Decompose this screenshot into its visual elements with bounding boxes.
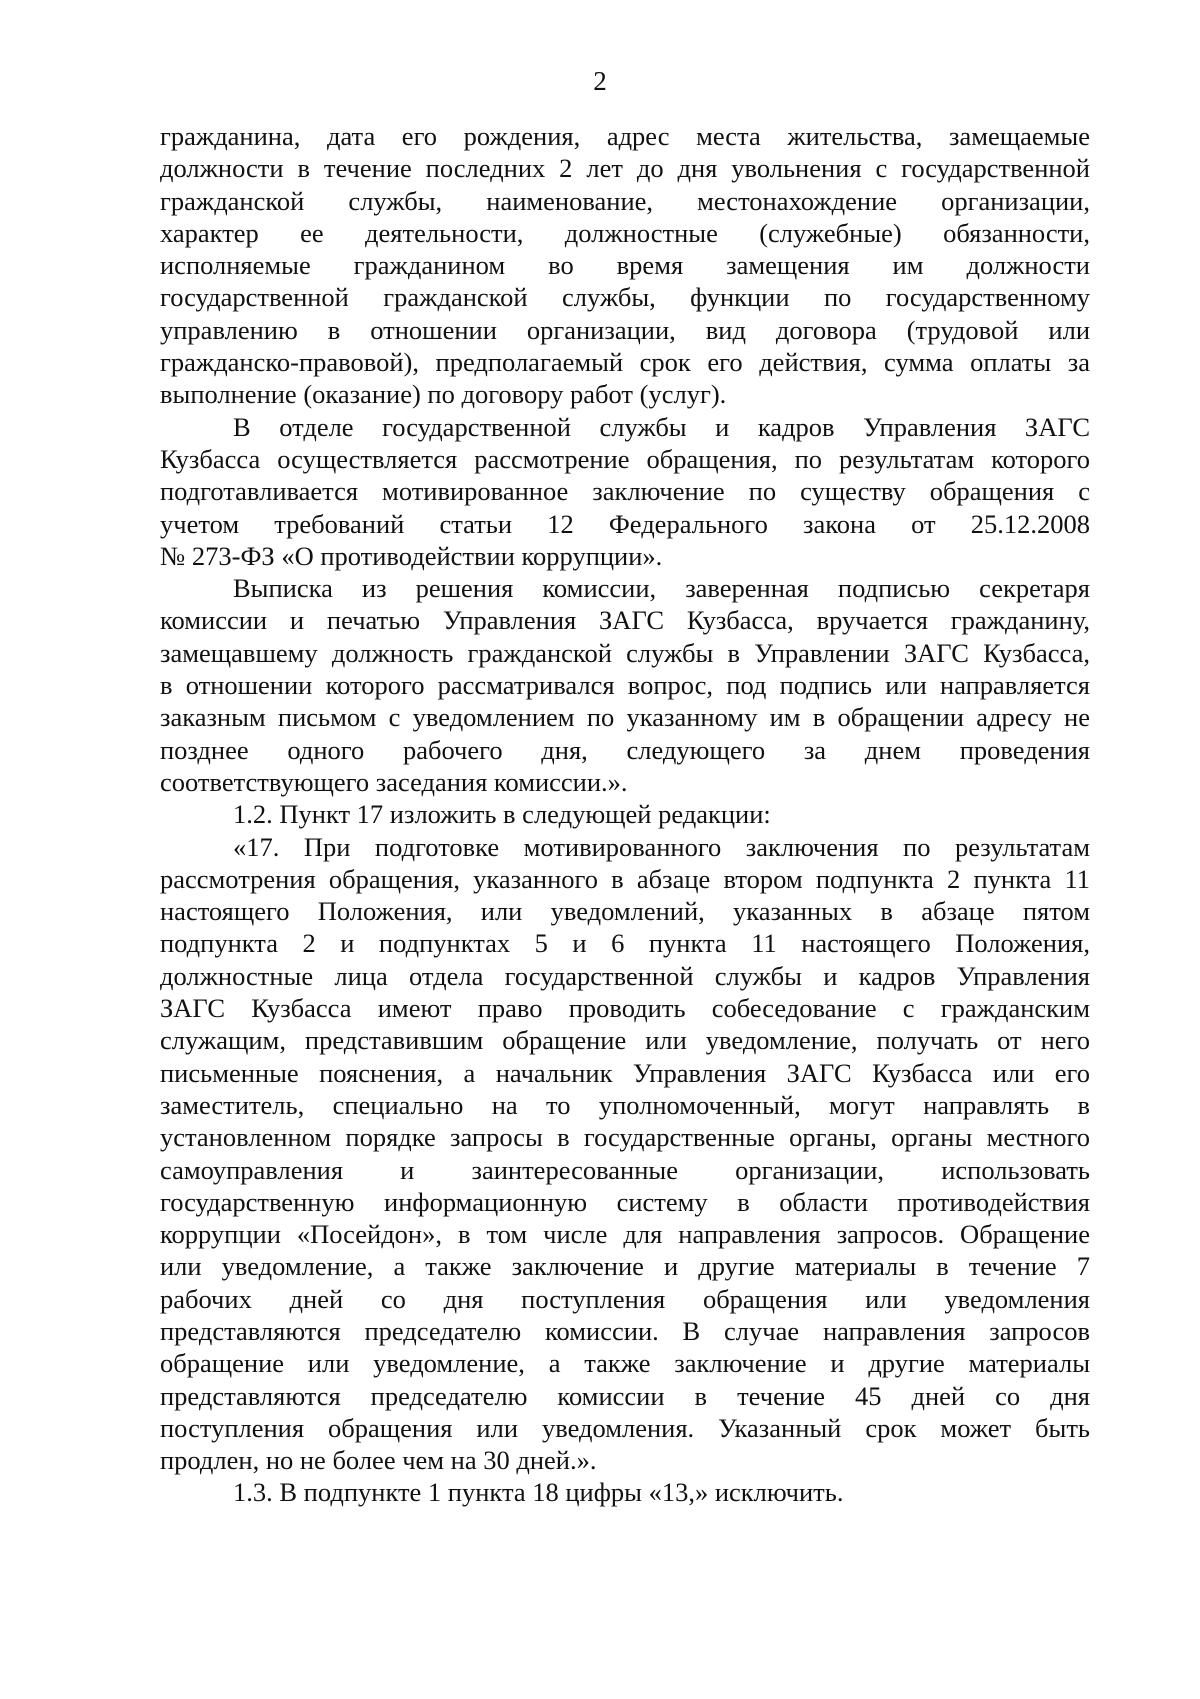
text-line: 1.2. Пункт 17 изложить в следующей редакции: — [233, 799, 771, 830]
text-line: Кузбасса осуществляется рассмотрение обращения, по результатам которого — [160, 443, 1090, 474]
text-line: замещавшему должность гражданской службы в Управлении ЗАГС Кузбасса, — [160, 637, 1090, 668]
text-line: продлен, но не более чем на 30 дней.». — [160, 1445, 597, 1476]
text-line: В отделе государственной службы и кадров Управления ЗАГС — [233, 411, 1090, 442]
document-body — [160, 120, 1090, 1509]
text-line: № 273-ФЗ «О противодействии коррупции». — [160, 540, 663, 571]
text-line: комиссии и печатью Управления ЗАГС Кузбасса, вручается гражданину, — [160, 605, 1090, 636]
text-line: обращение или уведомление, а также заключение и другие материалы — [160, 1348, 1090, 1379]
text-line: характер ее деятельности, должностные (служебные) обязанности, — [160, 217, 1090, 248]
text-line: письменные пояснения, а начальник Управления ЗАГС Кузбасса или его — [160, 1057, 1090, 1088]
text-line: ЗАГС Кузбасса имеют право проводить собеседование с гражданским — [160, 993, 1090, 1024]
text-line: государственной гражданской службы, функции по государственному — [160, 282, 1090, 313]
text-line: гражданской службы, наименование, местонахождение организации, — [160, 185, 1090, 216]
text-line: должности в течение последних 2 лет до дня увольнения с государственной — [160, 153, 1090, 184]
text-line: настоящего Положения, или уведомлений, указанных в абзаце пятом — [160, 896, 1090, 927]
text-line: заказным письмом с уведомлением по указанному им в обращении адресу не — [160, 702, 1090, 733]
text-line: рассмотрения обращения, указанного в абзаце втором подпункта 2 пункта 11 — [160, 863, 1090, 894]
text-line: заместитель, специально на то уполномоченный, могут направлять в — [160, 1089, 1090, 1120]
text-line: исполняемые гражданином во время замещения им должности — [160, 250, 1090, 281]
text-line: представляются председателю комиссии. В случае направления запросов — [160, 1315, 1090, 1346]
text-line: должностные лица отдела государственной службы и кадров Управления — [160, 960, 1090, 991]
text-line: «17. При подготовке мотивированного заключения по результатам — [233, 831, 1090, 862]
text-line: позднее одного рабочего дня, следующего за днем проведения — [160, 734, 1090, 765]
text-line: гражданско-правовой), предполагаемый срок его действия, сумма оплаты за — [160, 347, 1090, 378]
text-line: подготавливается мотивированное заключение по существу обращения с — [160, 476, 1090, 507]
text-line: выполнение (оказание) по договору работ (услуг). — [160, 379, 727, 410]
text-line: служащим, представившим обращение или уведомление, получать от него — [160, 1025, 1090, 1056]
text-line: в отношении которого рассматривался вопрос, под подпись или направляется — [160, 670, 1090, 701]
text-line: государственную информационную систему в области противодействия — [160, 1186, 1090, 1217]
text-line: поступления обращения или уведомления. Указанный срок может быть — [160, 1412, 1090, 1443]
text-line: Выписка из решения комиссии, заверенная подписью секретаря — [233, 573, 1090, 604]
text-line: или уведомление, а также заключение и другие материалы в течение 7 — [160, 1251, 1090, 1282]
page-number: 2 — [593, 66, 607, 96]
text-line: соответствующего заседания комиссии.». — [160, 766, 628, 797]
text-line: рабочих дней со дня поступления обращения или уведомления — [160, 1283, 1090, 1314]
text-line: 1.3. В подпункте 1 пункта 18 цифры «13,» исключить. — [233, 1477, 844, 1508]
text-line: управлению в отношении организации, вид договора (трудовой или — [160, 314, 1090, 345]
text-line: гражданина, дата его рождения, адрес места жительства, замещаемые — [160, 121, 1090, 151]
text-line: представляются председателю комиссии в течение 45 дней со дня — [160, 1380, 1090, 1411]
text-line: подпункта 2 и подпунктах 5 и 6 пункта 11 настоящего Положения, — [160, 928, 1090, 959]
text-line: учетом требований статьи 12 Федерального закона от 25.12.2008 — [160, 508, 1090, 539]
text-line: коррупции «Посейдон», в том числе для направления запросов. Обращение — [160, 1219, 1090, 1250]
text-line: установленном порядке запросы в государственные органы, органы местного — [160, 1122, 1090, 1153]
text-line: самоуправления и заинтересованные организации, использовать — [160, 1154, 1090, 1185]
